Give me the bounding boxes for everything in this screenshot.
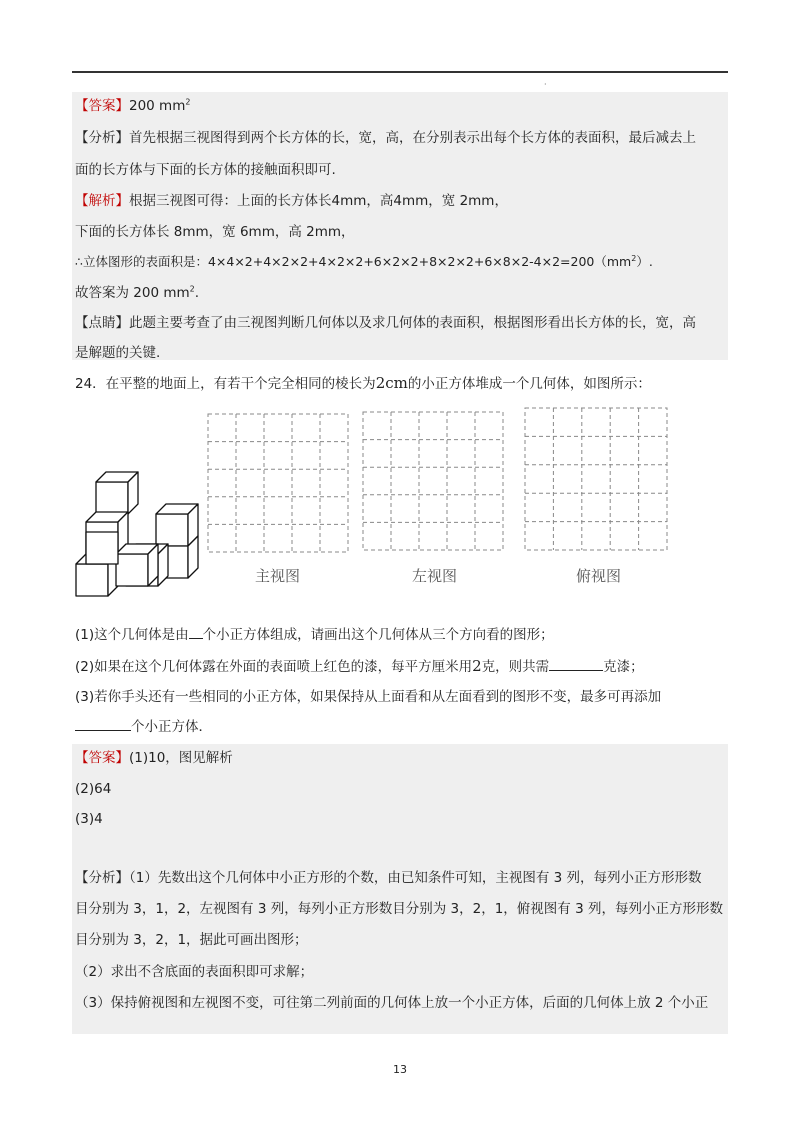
q23-analysis-line2: 面的长方体与下面的长方体的接触面积即可. bbox=[75, 162, 336, 178]
cube bbox=[116, 544, 158, 586]
answer-value: 200 mm bbox=[129, 98, 186, 114]
stem-text-b: 的小正方体堆成一个几何体，如图所示： bbox=[407, 376, 651, 392]
q23-comment-line1 bbox=[75, 313, 696, 333]
part3-text: 个小正方体． bbox=[131, 719, 212, 735]
stem-text-a: 24．在平整的地面上，有若干个完全相同的棱长为 bbox=[75, 376, 376, 392]
comment-text: 此题主要考查了由三视图判断几何体以及求几何体的表面积，根据图形看出长方体的长，宽，高 bbox=[129, 315, 696, 331]
q24-answer-tag: 【答案】 bbox=[75, 750, 129, 766]
part1-blank[interactable] bbox=[189, 626, 203, 639]
analysis-text: 首先根据三视图得到两个长方体的长，宽，高，在分别表示出每个长方体的表面积，最后减去上 bbox=[129, 130, 696, 146]
solution-formula-sup: 2 bbox=[631, 253, 637, 263]
q24-analysis-line5: （3）保持俯视图和左视图不变，可往第二列前面的几何体上放一个小正方体，后面的几何体上放 2 个小正 bbox=[75, 995, 709, 1011]
part2-text-a: (2)如果在这个几何体露在外面的表面喷上红色的漆，每平方厘米用 bbox=[75, 659, 473, 675]
cube bbox=[86, 532, 118, 564]
q24-analysis-line2: 目分别为 3，1，2，左视图有 3 列，每列小正方形数目分别为 3，2，1，俯视图有 3 列，每列小正方形形数 bbox=[75, 901, 723, 917]
part1-text-b: 个小正方体组成，请画出这个几何体从三个方向看的图形； bbox=[202, 627, 554, 643]
front-view-label: 主视图 bbox=[255, 567, 301, 585]
q24-stem bbox=[75, 373, 651, 394]
q24-part2 bbox=[75, 656, 644, 677]
solution-formula-end: ）. bbox=[636, 254, 653, 269]
solution-text: 根据三视图可得：上面的长方体长4mm，高4mm，宽 2mm， bbox=[129, 193, 508, 209]
q24-analysis-line3: 目分别为 3，2，1，据此可画出图形； bbox=[75, 932, 308, 948]
part2-text-c: 克漆； bbox=[603, 659, 644, 675]
q24-part3-line2 bbox=[75, 717, 212, 737]
front-view-grid bbox=[206, 412, 350, 554]
solution-conclusion: 故答案为 200 mm bbox=[75, 285, 190, 301]
q24-analysis-line1 bbox=[75, 868, 702, 888]
q23-solution-line3 bbox=[75, 252, 653, 272]
part2-text-b: 克，则共需 bbox=[481, 659, 550, 675]
part2-num: 2 bbox=[472, 657, 482, 675]
q24-answer1 bbox=[75, 748, 233, 768]
answer-tag: 【答案】 bbox=[75, 98, 129, 114]
header-rule bbox=[72, 71, 728, 73]
q23-solution-line2: 下面的长方体长 8mm，宽 6mm，高 2mm， bbox=[75, 224, 355, 240]
q24-part3-line1: (3)若你手头还有一些相同的小正方体，如果保持从上面看和从左面看到的图形不变，最多可再添加 bbox=[75, 689, 662, 705]
q24-solution-block bbox=[72, 744, 728, 1034]
left-view-label: 左视图 bbox=[412, 567, 458, 585]
answer-sup: 2 bbox=[185, 97, 191, 107]
top-view-label: 俯视图 bbox=[576, 567, 622, 585]
left-view-grid bbox=[361, 410, 505, 552]
stem-unit: 2cm bbox=[375, 374, 408, 392]
comment-tag: 【点睛】 bbox=[75, 315, 129, 331]
cube bbox=[96, 472, 138, 514]
page-number: 13 bbox=[393, 1063, 407, 1076]
part1-text-a: (1)这个几何体是由 bbox=[75, 627, 189, 643]
q23-solution-line4 bbox=[75, 283, 199, 303]
q24-analysis-text: （1）先数出这个几何体中小正方形的个数，由已知条件可知，主视图有 3 列，每列小正方形形数 bbox=[129, 870, 702, 886]
q23-answer bbox=[75, 96, 190, 116]
part2-blank[interactable] bbox=[549, 658, 603, 671]
cube-stack-figure bbox=[70, 470, 210, 598]
q24-answer2: (2)64 bbox=[75, 781, 112, 797]
q24-analysis-line4: （2）求出不含底面的表面积即可求解； bbox=[75, 964, 314, 980]
top-view-grid bbox=[523, 406, 669, 552]
q24-part1 bbox=[75, 625, 554, 645]
q23-analysis-line1 bbox=[75, 128, 696, 148]
solution-conclusion-sup: 2 bbox=[189, 284, 195, 294]
part3-blank[interactable] bbox=[75, 718, 131, 731]
q24-analysis-tag: 【分析】 bbox=[75, 870, 129, 886]
solution-conclusion-end: . bbox=[194, 285, 200, 301]
header-mark: · bbox=[544, 80, 547, 89]
solution-tag: 【解析】 bbox=[75, 193, 129, 209]
q24-answer3: (3)4 bbox=[75, 811, 103, 827]
analysis-tag: 【分析】 bbox=[75, 130, 129, 146]
q23-solution-line1 bbox=[75, 191, 508, 211]
q23-comment-line2: 是解题的关键. bbox=[75, 345, 161, 361]
cube bbox=[156, 504, 198, 546]
q24-answer1-text: (1)10，图见解析 bbox=[129, 750, 233, 766]
solution-formula: ∴立体图形的表面积是：4×4×2+4×2×2+4×2×2+6×2×2+8×2×2+6×8×2-4×2=200（mm bbox=[75, 254, 632, 269]
